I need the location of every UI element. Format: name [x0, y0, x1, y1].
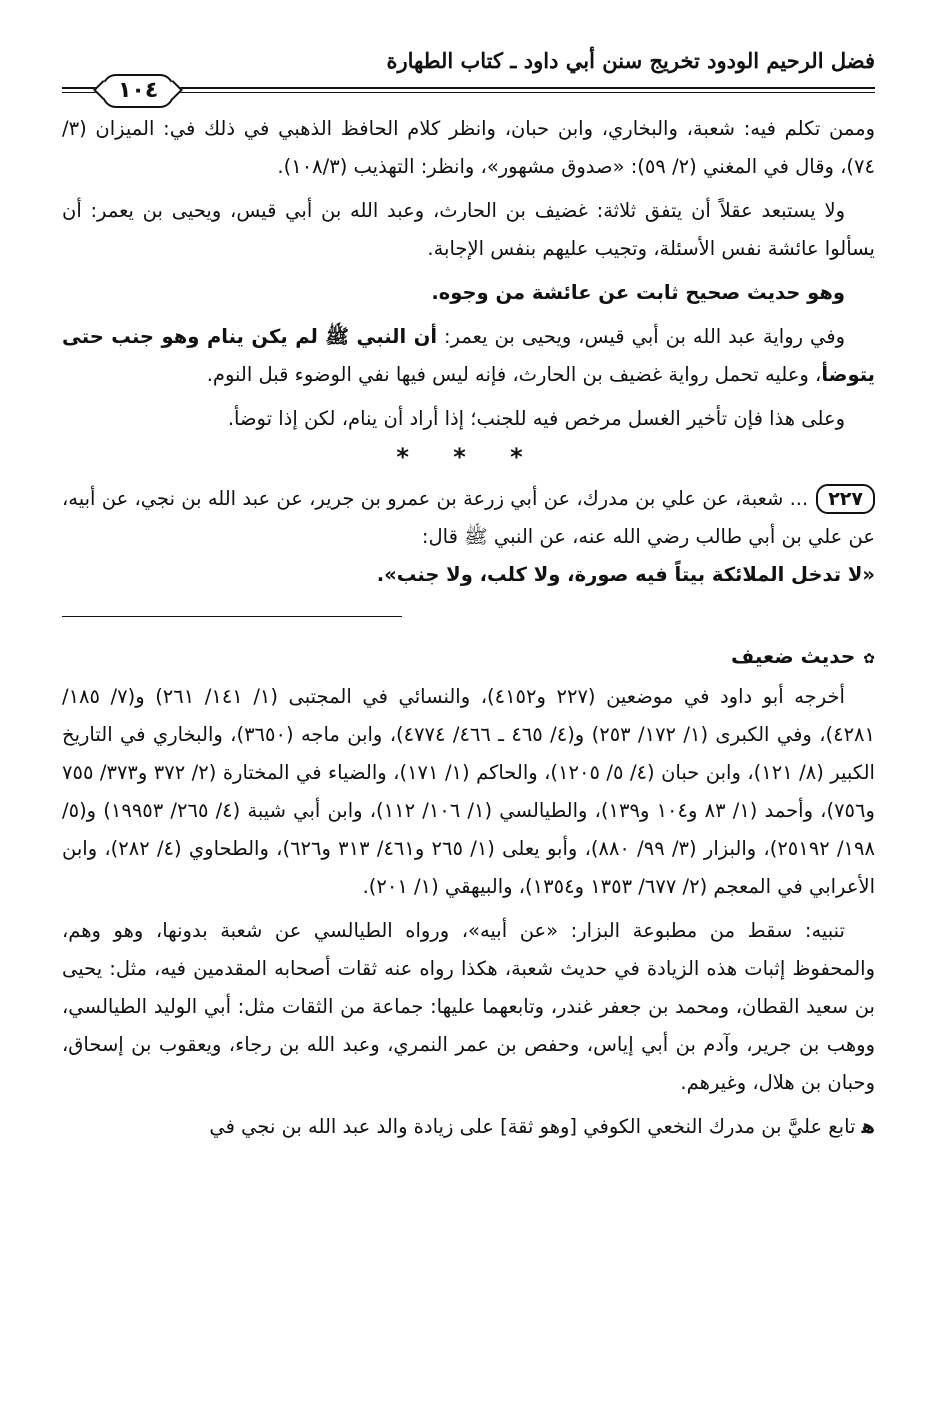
text-run: ، وعليه تحمل رواية غضيف بن الحارث، فإنه ليس فيها نفي الوضوء قبل النوم. — [206, 363, 822, 386]
grade-icon: ✿ — [863, 651, 875, 667]
hadith-text-paragraph — [62, 556, 875, 594]
section-stars: * * * — [396, 443, 541, 471]
page — [62, 30, 875, 1146]
hadith-number: ٢٢٧ — [816, 484, 875, 514]
bullet-icon: ﻫ — [861, 1115, 875, 1138]
paragraph: وعلى هذا فإن تأخير الغسل مرخص فيه للجنب؛ إذا أراد أن ينام، لكن إذا توضأ. — [227, 407, 845, 430]
hadith-chain: ... شعبة، عن علي بن مدرك، عن أبي زرعة بن عمرو بن جرير، عن عبد الله بن نجي، عن أبيه، عن علي بن أبي طالب رضي الله عنه، عن النبي ﷺ قال: — [62, 487, 875, 548]
running-title: فضل الرحيم الودود تخريج سنن أبي داود ـ كتاب الطهارة — [386, 48, 875, 73]
page-header — [62, 30, 875, 110]
bold-statement: وهو حديث صحيح ثابت عن عائشة من وجوه. — [431, 281, 845, 304]
text-run: وفي رواية عبد الله بن أبي قيس، ويحيى بن يعمر: — [437, 325, 846, 348]
bullet-text: تابع عليَّ بن مدرك النخعي الكوفي [وهو ثقة] على زيادة والد عبد الله بن نجي في — [209, 1115, 856, 1138]
takhrij-paragraph: أخرجه أبو داود في موضعين (٢٢٧ و٤١٥٢)، والنسائي في المجتبى (١/ ١٤١/ ٢٦١) و(٧/ ١٨٥/ ٤٢٨١)، وفي الكبرى (١/ ١٧٢/ ٢٥٣) و(٤/ ٤٦٥ ـ ٤٦٦/ ٤٧٧٤)، وابن ماجه (٣٦٥٠)، والبخاري في التاريخ الكبير (٨/ ١٢١)، وابن حبان (٤/ ٥/ ١٢٠٥)، والحاكم (١/ ١٧١)، والضياء في المختارة (٢/ ٣٧٢ و٣٧٣/ ٧٥٥ و٧٥٦)، وأحمد (١/ ٨٣ و١٠٤ و١٣٩)، والطيالسي (١/ ١٠٦/ ١١٢)، وابن أبي شيبة (٤/ ٢٦٥/ ١٩٩٥٣) و(٥/ ١٩٨/ ٢٥١٩٢)، والبزار (٣/ ٩٩/ ٨٨٠)، وأبو يعلى (١/ ٢٦٥ و٤٦١/ ٣١٣ و٦٢٦)، والطحاوي (٤/ ٢٨٢)، وابن الأعرابي في المعجم (٢/ ٦٧٧/ ١٣٥٣ و١٣٥٤)، والبيهقي (١/ ٢٠١). — [62, 685, 875, 898]
paragraph — [62, 318, 875, 394]
page-number: ١٠٤ — [102, 74, 174, 108]
hadith-text: «لا تدخل الملائكة بيتاً فيه صورة، ولا كلب، ولا جنب». — [376, 563, 875, 586]
bold-hadith-quote: أن النبي ﷺ لم يكن ينام وهو جنب حتى يتوضأ — [62, 325, 875, 386]
header-rule-thin — [62, 92, 875, 93]
hadith-paragraph — [62, 480, 875, 556]
paragraph: ولا يستبعد عقلاً أن يتفق ثلاثة: غضيف بن الحارث، وعبد الله بن أبي قيس، ويحيى بن يعمر: أن يسألوا عائشة نفس الأسئلة، وتجيب عليهم بنفس الإجابة. — [62, 199, 875, 260]
hadith-grade — [62, 637, 875, 678]
paragraph — [62, 274, 875, 312]
footnote-separator — [62, 616, 402, 617]
paragraph: وممن تكلم فيه: شعبة، والبخاري، وابن حبان، وانظر كلام الحافظ الذهبي في ذلك في: الميزان (٣/ ٧٤)، وقال في المغني (٢/ ٥٩): «صدوق مشهور»، وانظر: التهذيب (١٠٨/٣). — [62, 117, 875, 178]
grade-label: حديث ضعيف — [731, 644, 856, 668]
note-paragraph: تنبيه: سقط من مطبوعة البزار: «عن أبيه»، ورواه الطيالسي عن شعبة بدونها، وهو وهم، والمحفوظ إثبات هذه الزيادة في حديث شعبة، هكذا رواه عنه ثقات أصحابه المقدمين فيه، مثل: يحيى بن سعيد القطان، ومحمد بن جعفر غندر، وتابعهما عليها: جماعة من الثقات مثل: أبي الوليد الطيالسي، ووهب بن جرير، وآدم بن أبي إياس، وحفص بن عمر النمري، وعبد الله بن رجاء، ويعقوب بن إسحاق، وحبان بن هلال، وغيرهم. — [62, 919, 875, 1094]
header-rule — [62, 87, 875, 89]
bullet-paragraph — [62, 1108, 875, 1146]
